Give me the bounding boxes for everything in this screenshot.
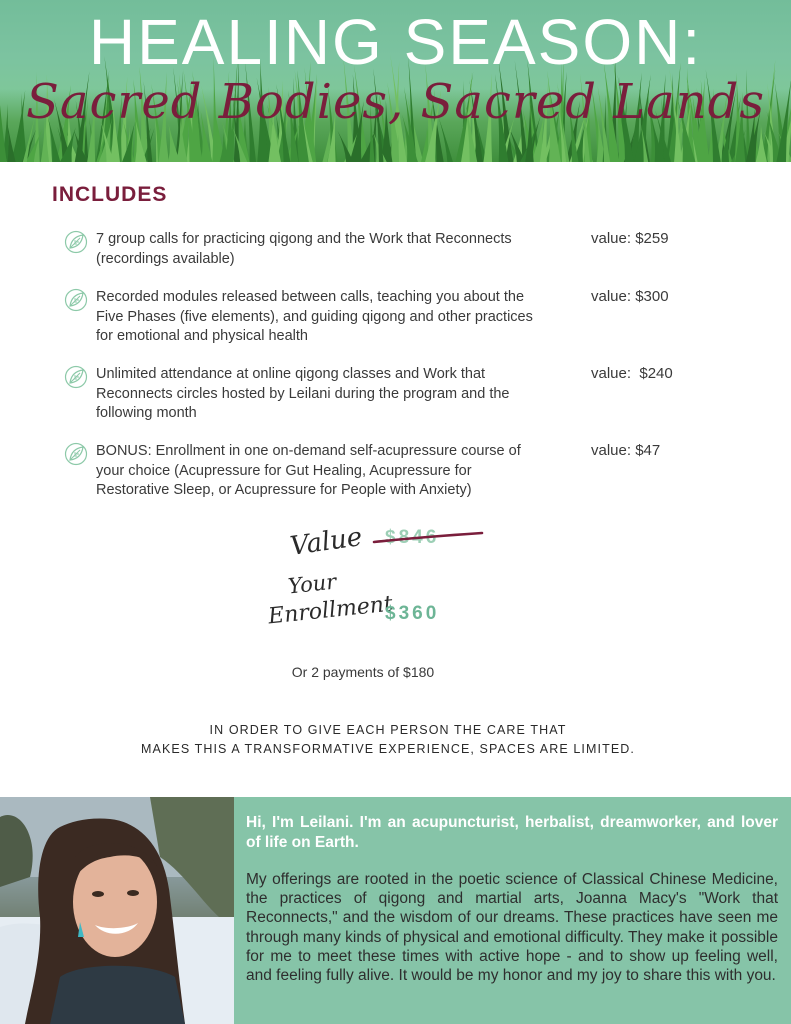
item-description: Recorded modules released between calls, teaching you about the Five Phases (five elements), and guiding qigong and other practices for emotional and physical health [96,289,533,344]
page-subtitle: Sacred Bodies, Sacred Lands [25,74,765,130]
strikethrough-line [372,530,484,544]
your-label: Your [286,569,338,599]
value-label: Value [288,522,365,562]
item-value: value: $47 [591,442,661,459]
includes-heading: INCLUDES [52,183,168,206]
enrollment-price: $360 [385,603,440,624]
original-price: $846 [385,527,440,548]
payment-plan-text: Or 2 payments of $180 [291,664,435,680]
limited-spaces-notice [0,721,776,759]
page-title: HEALING SEASON: [88,6,703,78]
notice-line-2: MAKES THIS A TRANSFORMATIVE EXPERIENCE, SPACES ARE LIMITED. [141,742,635,756]
bio-intro: Hi, I'm Leilani. I'm an acupuncturist, herbalist, dreamworker, and lover of life on Earth. [246,814,778,851]
leaf-icon [64,442,88,466]
bio-body: My offerings are rooted in the poetic science of Classical Chinese Medicine, the practices of qigong and martial arts, Joanna Macy's "Work that Reconnects," and the wisdom of our dreams. These practices have seen me through many kinds of physical and emotional difficulty. They make it possible for me to meet these times with active hope - and to show up feeling well, and feeling fully alive. It would be my honor and my joy to share this with you. [246,871,778,985]
item-value: value: $300 [591,288,669,305]
leaf-icon [64,230,88,254]
item-description: Unlimited attendance at online qigong classes and Work that Reconnects circles hosted by Leilani during the program and the following month [96,366,510,421]
header-banner [0,0,791,162]
notice-line-1: IN ORDER TO GIVE EACH PERSON THE CARE THAT [209,723,567,737]
leaf-icon [64,365,88,389]
item-description: 7 group calls for practicing qigong and the Work that Reconnects (recordings available) [96,231,512,267]
enrollment-label: Enrollment [267,591,394,630]
item-value: value: $259 [591,230,669,247]
leaf-icon [64,288,88,312]
portrait-illustration [0,797,234,1024]
item-value: value: $240 [591,365,673,382]
leilani-photo [0,797,234,1024]
item-description: BONUS: Enrollment in one on-demand self-acupressure course of your choice (Acupressure for Gut Healing, Acupressure for Restorative Sleep, or Acupressure for People with Anxiety) [96,443,521,498]
